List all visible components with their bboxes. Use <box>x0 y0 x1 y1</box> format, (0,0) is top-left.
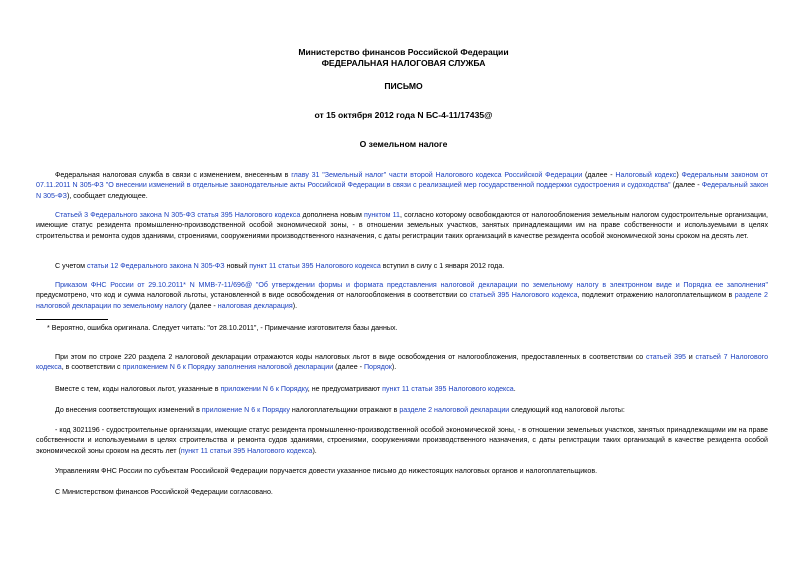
text: вступил в силу с 1 января 2012 года. <box>380 262 505 270</box>
link-clause-11-article-395[interactable]: пункт 11 статьи 395 Налогового кодекса <box>249 262 381 270</box>
link-article-395[interactable]: статья 395 Налогового кодекса <box>197 211 301 219</box>
link-article-395-tax-code[interactable]: статьей 395 Налогового кодекса <box>469 291 578 300</box>
text: (далее - <box>186 301 218 310</box>
text: дополнена новым <box>300 211 364 219</box>
paragraph-article-12 <box>36 261 768 271</box>
link-appendix-6[interactable]: приложении N 6 к Порядку <box>220 385 308 393</box>
paragraph-fns-order <box>36 280 768 311</box>
link-chapter-31[interactable]: главу 31 "Земельный налог" части второй Налогового кодекса Российской Федерации <box>291 171 583 179</box>
paragraph-line-220 <box>36 352 768 373</box>
text: следующий код налоговой льготы: <box>509 406 625 414</box>
text: ). <box>312 446 317 455</box>
text: , согласно которому освобождаются от налогообложения земельным налогом судостроительные организации, имеющие статус резидента промышленно-производственной особой экономической зоны, - в отношении земельных участков, занятых принадлежащими им на праве собственности и используемыми в целях строительства и ремонта судов зданиями, строениями, сооружениями производственного назначения, с даты регистрации таких организаций в качестве резидента особой экономической зоны сроком на десять лет. <box>36 211 768 240</box>
text: , не предусматривают <box>307 385 383 393</box>
document-date-number: от 15 октября 2012 года N БС-4-11/17435@ <box>314 110 493 120</box>
link-section-2-declaration[interactable]: разделе 2 налоговой декларации по земельному налогу <box>36 291 768 310</box>
paragraph-code-3021196 <box>36 425 768 456</box>
link-clause-11-article-395-c[interactable]: пункт 11 статьи 395 Налогового кодекса <box>180 446 313 455</box>
text: ). <box>292 301 298 310</box>
text: - код 3021196 - судостроительные организации, имеющие статус резидента промышленно-производственной особой экономической зоны, - в отношении земельных участков, занятых принадлежащими им на праве собственности и используемыми в целях строительства и ремонта судов зданиями, строениями, сооружениями производственного назначения, с даты регистрации таких организаций в качестве резидента особой экономической зоны сроком на десять лет ( <box>36 426 768 455</box>
text: (далее - <box>582 171 616 179</box>
text: ) <box>676 171 682 179</box>
text: и <box>686 353 696 361</box>
link-fns-order[interactable]: Приказом ФНС России от 29.10.2011* N ММВ-7-11/696@ "Об утверждении формы и формата представления налоговой декларации по земельному налогу в электронном виде и Порядка ее заполнения" <box>55 281 768 289</box>
paragraph-article-3 <box>36 210 768 241</box>
link-article-395-short[interactable]: статьей 395 <box>646 353 686 361</box>
link-article-7[interactable]: статьей 7 Налогового кодекса <box>36 353 769 372</box>
footnote-divider <box>36 319 108 320</box>
text: ). <box>391 363 397 372</box>
link-article-12-law-305[interactable]: статьи 12 Федерального закона N 305-ФЗ <box>87 262 225 270</box>
link-federal-law-305-short[interactable]: Федеральный закон N 305-ФЗ <box>36 181 768 200</box>
link-section-2[interactable]: разделе 2 налоговой декларации <box>399 406 510 414</box>
text: , в соответствии с <box>61 363 123 372</box>
text: ), сообщает следующее. <box>66 191 148 200</box>
text: При этом по строке 220 раздела 2 налоговой декларации отражаются коды налоговых льгот в виде освобождения от налогообложения, предоставленных в соответствии со <box>55 353 647 361</box>
service-title: ФЕДЕРАЛЬНАЯ НАЛОГОВАЯ СЛУЖБА <box>321 58 486 68</box>
text: Федеральная налоговая служба в связи с изменением, внесенным в <box>55 171 292 179</box>
footnote: * Вероятно, ошибка оригинала. Следует читать: "от 28.10.2011", - Примечание изготовителя базы данных. <box>47 324 398 332</box>
paragraph-agreed: С Министерством финансов Российской Федерации согласовано. <box>55 488 273 496</box>
text: новый <box>224 262 250 270</box>
link-article-3-law-305[interactable]: Статьей 3 Федерального закона N 305-ФЗ <box>55 211 196 219</box>
text: . <box>513 385 516 393</box>
link-tax-declaration[interactable]: налоговая декларация <box>217 301 293 310</box>
link-procedure[interactable]: Порядок <box>363 363 392 372</box>
paragraph-benefit-codes <box>36 384 768 394</box>
document-subject: О земельном налоге <box>359 139 448 149</box>
ministry-title: Министерство финансов Российской Федерации <box>298 47 509 57</box>
text: (далее - <box>670 181 702 190</box>
text: предусмотрено, что код и сумма налоговой льготы, установленной в виде освобождения от налогообложения в соответствии со <box>36 291 470 300</box>
text: , подлежит отражению налогоплательщиком в <box>577 291 735 300</box>
link-appendix-6-b[interactable]: приложение N 6 к Порядку <box>201 406 290 414</box>
text: налогоплательщики отражают в <box>289 406 400 414</box>
text: Вместе с тем, коды налоговых льгот, указанные в <box>55 385 221 393</box>
text: (далее - <box>333 363 364 372</box>
link-tax-code[interactable]: Налоговый кодекс <box>615 171 677 179</box>
paragraph-intro <box>36 170 768 201</box>
paragraph-until-changes <box>36 405 768 415</box>
text: С учетом <box>55 262 88 270</box>
link-federal-law-305[interactable]: Федеральным законом от 07.11.2011 N 305-ФЗ "О внесении изменений в отдельные законодательные акты Российской Федерации в связи с реализацией мер государственной поддержки судостроения и судоходства" <box>36 171 768 190</box>
text: До внесения соответствующих изменений в <box>55 406 202 414</box>
link-clause-11[interactable]: пунктом 11 <box>363 211 400 219</box>
link-appendix-6-procedure[interactable]: приложением N 6 к Порядку заполнения налоговой декларации <box>122 363 334 372</box>
link-clause-11-article-395-b[interactable]: пункт 11 статьи 395 Налогового кодекса <box>382 385 514 393</box>
paragraph-instructions: Управлениям ФНС России по субъектам Российской Федерации поручается довести указанное письмо до нижестоящих налоговых органов и налогоплательщиков. <box>55 467 598 475</box>
document-type: ПИСЬМО <box>384 81 423 91</box>
